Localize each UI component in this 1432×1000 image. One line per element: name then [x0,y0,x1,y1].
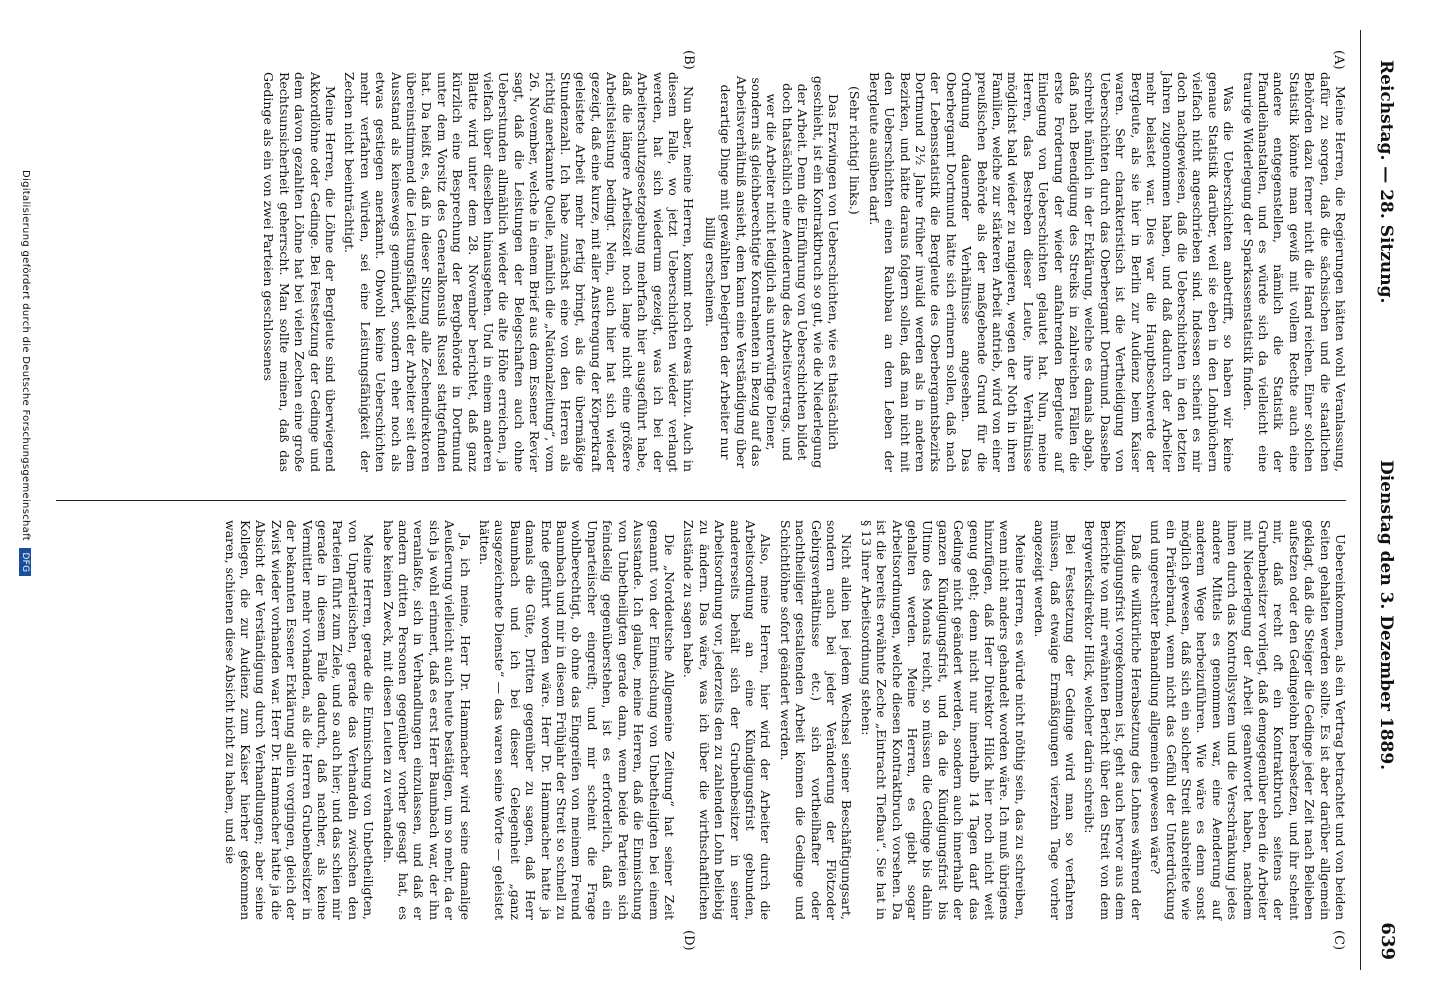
paragraph: Meine Herren, es würde nicht nöthig sein, das zu schreiben, wenn nicht anders gehandelt worden wäre. Ich muß übrigens hinzufügen, daß Herr Direktor Hilck hier noch nicht weit genug geht; denn nicht nur innerhalb 14 Tagen darf das Gedinge nicht geändert werden, sondern auch innerhalb der ganzen Kündigungsfrist, und da die Kündigungsfrist bis Ultimo des Monats reicht, so müssen die Gedinge bis dahin gehalten werden. Meine Herren, es giebt sogar Arbeitsordnungen, welche diesen Kontraktbruch vorsehen. Da ist die bereits erwähnte Zeche „Eintracht Tiefbau“. Sie hat in § 13 ihrer Arbeitsordnung stehen: [858,520,1028,920]
left-column [257,72,1348,472]
digitization-credit [19,170,31,576]
margin-marker-a: (A) [1331,50,1346,70]
margin-marker-d: (D) [681,930,696,951]
paragraph: Uebereinkommen, als ein Vertrag betrachtet und von beiden Seiten gehalten werden sollte. Es ist aber darüber allgemein geklagt, daß die Steiger die Gedinge jeder Zeit nach Belieben aufsetzen oder den Gedingelohn herabsetzen, und ihr scheint mir, daß recht oft ein Kontraktbruch seitens der Grubenbesitzer vorliegt, daß demgegenüber eben die Arbeiter mit Niederlegung der Arbeit geantwortet haben, nachdem ihnen durch das Kontrollsystem und die Verschränkung jedes andere Mittels es genommen war, eine Aenderung auf anderem Wege herbeizuführen. Wie wäre es denn sonst möglich gewesen, daß sich ein solcher Streit ausbreitete wie ein Präriebrand, wenn nicht das Gefühl der Unterdrückung und ungerechter Behandlung allgemein gewesen wäre? [1148,520,1348,920]
quote: Bei Festsetzung der Gedinge wird man so verfahren müssen, daß etwaige Ermäßigungen vierzehn Tage vorher angezeigt werden. [1032,520,1079,920]
page-header [1356,20,1416,980]
paragraph: Was die Ueberschichten anbetrifft, so haben wir keine genaue Statistik darüber, weil sie eben in den Lohnbüchern vielfach nicht angeschrieben sind. Indessen scheint es mir doch nachgewiesen, daß die Ueberschichten in den letzten Jahren zugenommen haben, und daß dadurch der Arbeiter mehr belastet war. Dies war die Hauptbeschwerde der Bergleute, als sie hier in Berlin zur Audienz beim Kaiser waren. Sehr charakteristisch ist die Vertheidigung von Ueberschichten durch das Oberbergamt Dortmund. Dasselbe schreibt nämlich in der Erklärung, welche es damals abgab, daß nach Beendigung des Streiks in zahlreichen Fällen die erste Forderung der wieder anfahrenden Bergleute auf Einlegung von Ueberschichten gelautet hat. Nun, meine Herren, das Bestreben dieser Leute, ihre Verhältnisse möglichst bald wieder zu rangieren, wegen der Noth in ihren Familien, welche zur stärkeren Arbeit antrieb, wird von einer preußischen Behörde als der maßgebende Grund für die Ordnung dauernder Verhältnisse angesehen. Das Oberbergamt Dortmund hätte sich erinnern sollen, daß nach der Lebensstatistik die Bergleute des Oberbergamtsbezirks Dortmund 2½ Jahre früher invalid werden als in anderen Bezirken, und hätte daraus folgern sollen, daß man nicht mit den Ueberschichten einen Raubbau an dem Leben der Bergleute ausüben darf. [866,72,1237,472]
page-number: 639 [1377,922,1398,960]
credit-text: Digitalisierung gefördert durch die Deutsche Forschungsgemeinschaft [20,170,31,541]
document-page [16,20,1416,980]
margin-marker-b: (B) [681,50,696,70]
header-date: Dienstag den 3. Dezember 1889. [1376,460,1396,771]
dfg-logo: DFG [19,548,31,576]
paragraph: Nun aber, meine Herren, kommt noch etwas hinzu. Auch in diesem Falle, wo jetzt Ueberschichten wieder verlangt werden, hat sich wiederum gezeigt, was ich bei der Arbeiterschutzgesetzgebung mehrfach hier ausgeführt habe, daß die längere Arbeitszeit noch lange nicht eine größere Arbeitsleistung bedingt. Nein, auch hier hat sich wieder gezeigt, daß eine kurze, mit aller Anstrengung der Körperkraft geleistete Arbeit mehr fertig bringt, als die übermäßige Stundenzahl. Ich habe zunächst eine von den Herren als richtig anerkannte Quelle, nämlich die „Nationalzeitung“, vom 26. November, welche in einem Brief aus dem Essener Revier sagt, daß die Leistungen der Belegschaften auch ohne Ueberstunden allmählich wieder die alte Höhe erreichen, ja vielfach über dieselben hinausgehen. Und in einem anderen Blatte wird unter dem 28. November berichtet, daß ganz kürzlich eine Besprechung der Bergbehörde in Dortmund unter dem Vorsitz des Generalkonsuls Russel stattgefunden hat. Da heißt es, daß in dieser Sitzung alle Zechendirektoren übereinstimmend die Leistungsfähigkeit der Arbeiter seit dem Ausstand als keineswegs gemindert, sondern eher noch als etwas gestiegen anerkannt. Obwohl keine Ueberschichten mehr verfahren würden, sei eine Leistungsfähigkeit der Zechen nicht beeinträchtigt. [342,72,697,473]
quote: Nicht allein bei jedem Wechsel seiner Beschäftigungsart, sondern auch bei jeder Veränderung der Flötzoder Gebirgsverhältnisse etc.) sich vortheilhafter oder nachtheiliger gestaltenden Arbeit können die Gedinge und Schichtlöhne sofort geändert werden. [777,520,855,920]
paragraph: Meine Herren, die Regierungen hätten wohl Veranlassung, dafür zu sorgen, daß die sächsischen und die staatlichen Behörden dazu ferner nicht die Hand reichen. Einer solchen Statistik könnte man gewiß mit vollem Rechte auch eine andere entgegenstellen, nämlich die Statistik der Pfandleihanstalten, und es würde sich da vielleicht eine traurige Widerlegung der Sparkassenstatistik finden. [1240,72,1348,472]
margin-marker-c: (C) [1331,930,1346,951]
paragraph: Meine Herren, die Löhne der Bergleute sind überwiegend Akkordlöhne oder Gedinge. Bei Festsetzung der Gedinge und dem davon gezahlten Löhne hat bei vielen Zechen eine große Rechtsunsicherheit geherrscht. Man sollte meinen, daß das Gedinge als ein von zwei Parteien geschlossenes [261,72,338,472]
column-divider [56,500,1346,501]
paragraph: Ja, ich meine, Herr Dr. Hammacher wird seine damalige Aeußerung vielleicht auch heute bestätigen, um so mehr, da er sich ja wohl erinnert, daß es erst Herr Baumbach war, der ihn veranlaßte, sich in Verhandlungen einzulassen, und daß er andern dritten Personen gegenüber vorher gesagt hat, es habe keinen Zweck, mit diesen Leuten zu verhandeln. [380,520,473,920]
header-left: Reichstag. — 28. Sitzung. [1376,60,1396,304]
paragraph: Meine Herren, gerade die Einmischung von Unbetheiligten, von Unparteiischen, gerade das Verhandeln zwischen den Parteien führt zum Ziele, und so auch hier; und das schien mir gerade in diesem Falle dadurch, daß nachher, als keine Vermittler mehr vorhanden, als die Herren Grubenbesitzer in der bekannten Essener Erklärung allein vorgingen, gleich der Zwist wieder vorhanden war. Herr Dr. Hammacher hatte ja die Absicht der Verständigung durch Verhandlungen; aber seine Kollegen, die zur Audienz zum Kaiser hierher gekommen waren, schienen diese Absicht nicht zu haben, und sie [222,520,377,920]
right-column [218,520,1348,920]
paragraph: Daß die willkürliche Herabsetzung des Lohnes während der Kündigungsfrist vorgekommen ist, geht auch hervor aus dem Berichte von mir erwähnten Bericht über den Streit von dem Bergwerksdirektor Hilck, welcher darin schreibt: [1082,520,1144,920]
paragraph: (Sehr richtig! links.) [847,86,863,215]
header-rule [1360,30,1361,970]
paragraph: Also, meine Herren, hier wird der Arbeiter durch die Arbeitsordnung an eine Kündigungsfrist gebunden, andererseits behält sich der Grubenbesitzer in seiner Arbeitsordnung vor, jederzeits den zu zahlenden Lohn beliebig zu ändern. Das wäre, was ich über die wirthschaftlichen Zustände zu sagen habe. [681,520,774,920]
interjection: Das Erzwingen von Ueberschichten, wie es thatsächlich geschieht, ist ein Kontraktbruch so gut, wie die Niederlegung der Arbeit. Denn die Einführung von Ueberschichten bildet doch thatsächlich eine Aenderung des Arbeitsvertrags, und wer die Arbeiter nicht lediglich als unterwürfige Diener, sondern als gleichberechtigte Kontrahenten in Bezug auf das Arbeitsverhältniß ansieht, dem kann eine Verständigung über derartige Dinge mit gewählten Delegirten der Arbeiter nur billig erscheinen. [702,75,841,469]
paragraph: Die „Norddeutsche Allgemeine Zeitung“ hat seiner Zeit genannt von der Einmischung von Unbetheiligten bei einem Ausstande. Ich glaube, meine Herren, daß die Einmischung von Unbetheiligten gerade dann, wenn beide Parteien sich feindselig gegenüberstehen, ist es erforderlich, daß ein Unparteiischer eingreift; und mir scheint die Frage wohlberechtigt, ob ohne das Eingreifen von meinem Freund Baumbach und mir in diesem Frühjahr der Streit so schnell zu Ende geführt worden wäre. Herr Dr. Hammacher hatte ja damals die Güte, Dritten gegenüber zu sagen, daß Herr Baumbach und ich bei dieser Gelegenheit „ganz ausgezeichnete Dienste“ — das waren seine Worte — geleistet hätten. [477,520,677,920]
